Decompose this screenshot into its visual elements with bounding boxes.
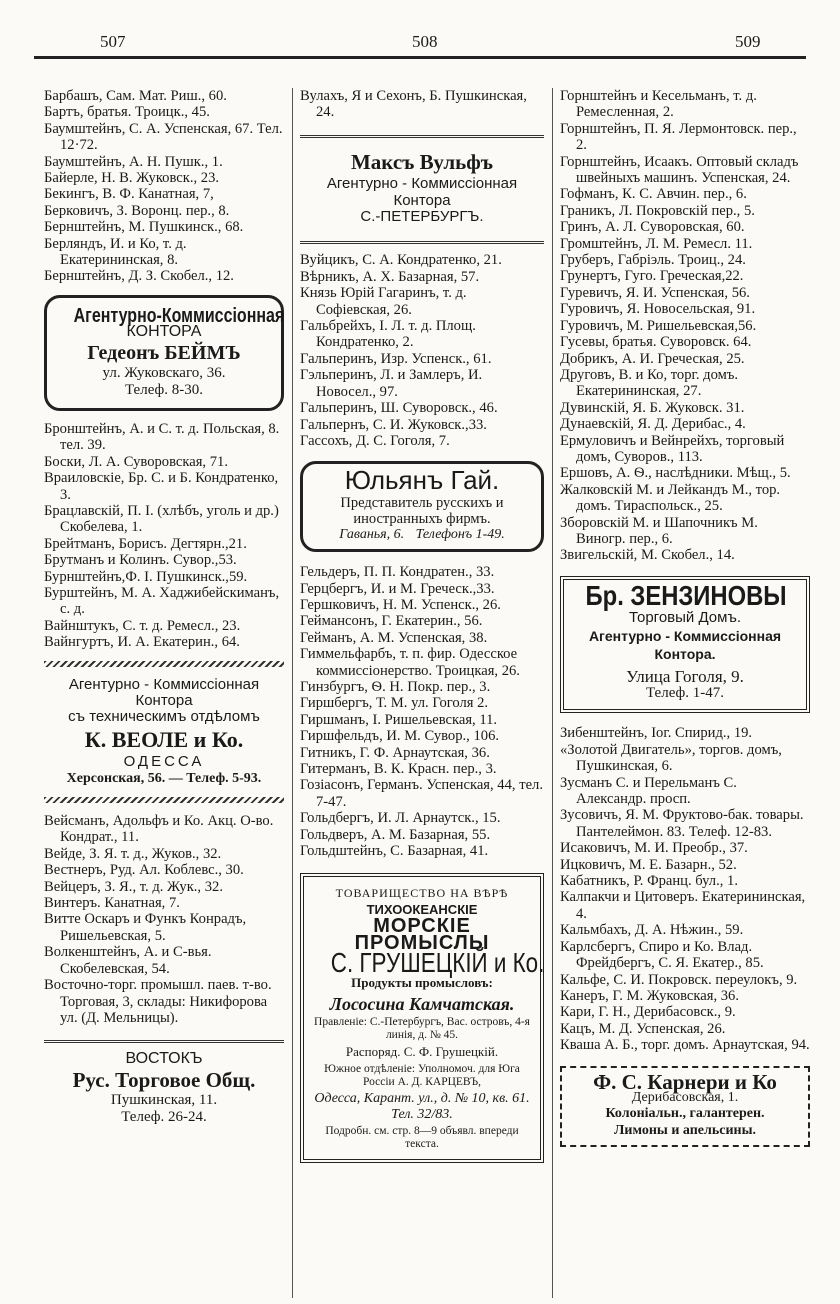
list-item: Бурштейнъ, М. А. Хаджибейскиманъ, с. д. (44, 584, 280, 618)
ad-note: Подробн. см. стр. 8—9 объявл. впереди текста. (325, 1124, 519, 1150)
header-rule (34, 56, 806, 59)
list-item: Вейцеръ, З. Я., т. д. Жук., 32. (44, 878, 223, 895)
list-item: Гальпернъ, С. И. Жуковск.,33. (300, 416, 487, 433)
advertisement-grushetsky (300, 873, 544, 1162)
list-item: Канеръ, Г. М. Жуковская, 36. (560, 987, 739, 1004)
entry-list (44, 813, 284, 1026)
page-number-left: 507 (100, 32, 126, 51)
ad-company-name: Рус. Торговое Общ. (72, 1067, 256, 1092)
list-item: Гринъ, А. Л. Суворовская, 60. (560, 219, 745, 236)
list-item: Вѣрникъ, А. Х. Базарная, 57. (300, 268, 480, 285)
list-item: Берковичъ, З. Воронц. пер., 8. (44, 202, 230, 219)
column-divider-2 (552, 88, 553, 1298)
list-item: Бартъ, братья. Троицк., 45. (44, 104, 210, 121)
list-item: Баумштейнъ, С. А. Успенская, 67. Тел. 12·72. (44, 120, 283, 154)
ad-phone: Телеф. 1-47. (645, 685, 725, 701)
entry-list (44, 88, 284, 285)
list-item: Исаковичъ, М. И. Преобр., 37. (560, 840, 748, 857)
ad-text: Колоніальн., галантерен. (605, 1106, 765, 1122)
advertisement-karneri (560, 1066, 810, 1148)
ad-text: съ техническимъ отдѣломъ (68, 708, 260, 726)
list-item: Витте Оскаръ и Функъ Конрадъ, Ришельевская, 5. (44, 911, 247, 944)
list-item: Горнштейнъ и Кесельманъ, т. д. Ремесленная, 2. (560, 88, 757, 121)
list-item: Князь Юрій Гагаринъ, т. д. Софіевская, 26. (300, 285, 467, 318)
entry-list (300, 252, 544, 449)
ad-address: Пушкинская, 11. (110, 1092, 218, 1109)
list-item: Гуревичъ, Я. И. Успенская, 56. (560, 284, 750, 301)
page-number-center: 508 (412, 32, 438, 51)
ad-heading: ТОВАРИЩЕСТВО НА ВѢРѢ (335, 886, 509, 901)
list-item: Кальфе, С. И. Покровск. переулокъ, 9. (560, 971, 798, 988)
list-item: Гиршбергъ, Т. М. ул. Гоголя 2. (300, 695, 489, 712)
list-item: Карлсбергъ, Спиро и Ко. Влад. Фрейдбергъ, С. Я. Екатер., 85. (560, 938, 764, 972)
ad-city: ОДЕССА (123, 753, 205, 771)
list-item: Берляндъ, И. и Ко, т. д. Екатерининская, 8. (44, 235, 187, 269)
list-item: Гольдштейнъ, С. Базарная, 41. (300, 843, 489, 860)
list-item: «Золотой Двигатель», торгов. домъ, Пушкинская, 6. (560, 741, 782, 775)
ad-separator (300, 241, 544, 244)
ad-company-name: Ф. С. Карнери и Ко (593, 1069, 777, 1094)
ad-address: Правленіе: С.-Петербургъ, Вас. островъ, 4-я линія, д. № 45. (314, 1016, 530, 1042)
ad-company-name: С. ГРУШЕЦКІЙ и Ко. (330, 947, 545, 979)
ornamental-divider (44, 797, 284, 803)
advertisement-veole (44, 677, 284, 787)
column-509 (560, 88, 810, 1159)
ad-text: Южное отдѣленіе: Уполномоч. для Юга Россіи А. Д. КАРЦЕВЪ, (324, 1062, 520, 1088)
list-item: Гольдверъ, А. М. Базарная, 55. (300, 826, 491, 843)
column-508 (300, 88, 544, 1177)
ad-address: Дерибасовская, 1. (631, 1089, 739, 1105)
list-item: Гальперинъ, Изр. Успенск., 61. (300, 350, 492, 367)
list-item: Гусевы, братья. Суворовск. 64. (560, 334, 752, 351)
ad-separator (44, 1040, 284, 1043)
ad-text: Распоряд. С. Ф. Грушецкій. (345, 1044, 499, 1060)
list-item: Враиловскіе, Бр. С. и Б. Кондратенко, 3. (44, 470, 279, 503)
list-item: Кари, Г. Н., Дерибасовск., 9. (560, 1004, 736, 1021)
ad-subheading: Торговый Домъ. (629, 609, 741, 627)
ad-heading: ВОСТОКЪ (125, 1050, 203, 1068)
column-divider-1 (292, 88, 293, 1298)
list-item: Громштейнъ, Л. М. Ремесл. 11. (560, 235, 753, 252)
list-item: Кабатникъ, Р. Франц. бул., 1. (560, 873, 738, 890)
ad-phone: Телеф. 26-24. (121, 1108, 207, 1125)
list-item: Баумштейнъ, А. Н. Пушк., 1. (44, 153, 223, 170)
ad-address: Херсонская, 56. — Телеф. 5-93. (66, 770, 262, 786)
ad-text: Продукты промысловъ: (351, 975, 493, 991)
list-item: Ермуловичъ и Вейнрейхъ, торговый домъ, Суворов., 113. (560, 432, 785, 465)
ad-company-name: К. ВЕОЛЕ и Ко. (84, 726, 244, 752)
ad-address: Гаванья, 6. (339, 526, 405, 542)
list-item: Вайнштукъ, С. т. д. Ремесл., 23. (44, 617, 241, 634)
column-507 (44, 88, 284, 1125)
list-item: Волкенштейнъ, А. и С-вья. Скобелевская, 54. (44, 944, 212, 977)
entry-list (300, 564, 544, 859)
list-item: Гиршфельдъ, И. М. Сувор., 106. (300, 728, 500, 745)
ad-address: ул. Жуковскаго, 36. (102, 365, 226, 382)
ad-subheading: Контора (393, 191, 451, 209)
list-item: Звигельскій, М. Скобел., 14. (560, 547, 735, 564)
advertisement-zenzinovy (560, 576, 810, 714)
list-item: Калпакчи и Цитоверъ. Екатерининская, 4. (560, 889, 806, 922)
list-item: Дувинскій, Я. Б. Жуковск. 31. (560, 399, 745, 416)
ad-subheading: КОНТОРА (126, 323, 202, 341)
ad-subheading: ТИХООКЕАНСКІЕ (366, 901, 478, 917)
ornamental-divider (44, 661, 284, 667)
list-item: Гиммельфарбъ, т. п. фир. Одесское коммиссіонерство. Троицкая, 26. (300, 646, 520, 679)
ad-separator (300, 135, 544, 138)
list-item: Добрикъ, А. И. Греческая, 25. (560, 350, 745, 367)
list-item: Граникъ, Л. Покровскій пер., 5. (560, 202, 755, 219)
list-item: Зибенштейнъ, Іог. Спирид., 19. (560, 725, 753, 742)
list-item: Геймансонъ, Г. Екатерин., 56. (300, 613, 483, 630)
ad-text: Лимоны и апельсины. (613, 1122, 757, 1138)
list-item: Ицковичъ, М. Е. Базарн., 52. (560, 856, 737, 873)
advertisement-vostok (44, 1051, 284, 1125)
list-item: Винтеръ. Канатная, 7. (44, 895, 180, 912)
list-item: Гальперинъ, Ш. Суворовск., 46. (300, 400, 498, 417)
list-item: Вуйцикъ, С. А. Кондратенко, 21. (300, 252, 502, 269)
list-item: Гальбрейхъ, І. Л. т. д. Площ. Кондратенко, 2. (300, 318, 476, 351)
list-item: Горнштейнъ, П. Я. Лермонтовск. пер., 2. (560, 120, 797, 154)
list-item: Кальмбахъ, Д. А. Нѣжин., 59. (560, 922, 744, 939)
list-item: Герцбергъ, И. и М. Греческ.,33. (300, 580, 495, 597)
ad-company-name: Гедеонъ БЕЙМЪ (87, 341, 241, 364)
list-item: Кацъ, М. Д. Успенская, 26. (560, 1020, 726, 1037)
ad-phone: Телеф. 8-30. (124, 381, 204, 398)
list-item: Кваша А. Б., торг. домъ. Арнаутская, 94. (560, 1037, 810, 1054)
list-item: Барбашъ, Сам. Мат. Риш., 60. (44, 88, 227, 104)
ad-phone: Телефонъ 1-49. (415, 526, 505, 542)
list-item: Бернштейнъ, Д. З. Скобел., 12. (44, 268, 234, 285)
ad-company-name: Юльянъ Гай. (344, 465, 500, 496)
ad-company-name: Максъ Вульфъ (350, 149, 494, 174)
ad-heading: Агентурно - Коммиссіонная (68, 675, 260, 693)
advertisement-gai (300, 461, 544, 552)
advertisement-wulf (300, 146, 544, 234)
list-item: Гершковичъ, Н. М. Успенск., 26. (300, 596, 501, 613)
ad-city: С.-ПЕТЕРБУРГЪ. (360, 208, 484, 226)
ad-company-name: Бр. ЗЕНЗИНОВЫ (585, 579, 787, 611)
list-item: Байерле, Н. В. Жуковск., 23. (44, 170, 220, 187)
entry-list (44, 421, 284, 651)
list-item: Брейтманъ, Борисъ. Дегтярн.,21. (44, 535, 247, 552)
list-item: Вейсманъ, Адольфъ и Ко. Акц. О-во. Кондрат., 11. (44, 813, 274, 846)
list-item: Бурнштейнъ,Ф. І. Пушкинск.,59. (44, 568, 248, 585)
list-item: Гуровичъ, М. Ришельевская,56. (560, 317, 757, 334)
ad-product: Лососина Камчатская. (329, 993, 515, 1014)
list-item: Гельдеръ, П. П. Кондратен., 33. (300, 564, 495, 581)
list-item: Гитерманъ, В. К. Красн. пер., 3. (300, 761, 497, 777)
ad-heading: Агентурно - Коммиссіонная (326, 175, 518, 193)
list-item: Зусовичъ, Я. М. Фруктово-бак. товары. Пантелеймон. 83. Телеф. 12-83. (560, 807, 804, 840)
list-item: Гозіасонъ, Германъ. Успенская, 44, тел. 7-47. (300, 777, 543, 810)
list-item: Дунаевскій, Я. Д. Дерибас., 4. (560, 416, 746, 433)
ad-address-line (307, 527, 537, 543)
list-item: Зборовскій М. и Шапочникъ М. Виногр. пер., 6. (560, 514, 758, 547)
ad-title: МОРСКІЕ ПРОМЫСЛЫ (354, 915, 490, 954)
list-item: Грунертъ, Гуго. Греческая,22. (560, 268, 744, 285)
entry-list (560, 725, 810, 1053)
list-item: Гейманъ, А. М. Успенская, 38. (300, 629, 488, 646)
ad-address: Одесса, Карант. ул., д. № 10, кв. 61. Тел. 32/83. (314, 1090, 530, 1122)
ad-text: Агентурно - Коммиссіонная Контора. (588, 627, 782, 662)
list-item: Гиршманъ, І. Ришельевская, 11. (300, 711, 498, 728)
list-item: Зусманъ С. и Перельманъ С. Александр. просп. (560, 774, 737, 808)
list-item: Жалковскій М. и Лейкандъ М., тор. домъ. Тираспольск., 25. (560, 481, 781, 515)
list-item: Груберъ, Габріэль. Троиц., 24. (560, 252, 746, 269)
list-item: Бронштейнъ, А. и С. т. д. Польская, 8. тел. 39. (44, 420, 280, 454)
list-item: Вулахъ, Я и Сехонъ, Б. Пушкинская, 24. (300, 88, 527, 121)
list-item: Гольдбергъ, И. Л. Арнаутск., 15. (300, 810, 501, 827)
list-item: Восточно-торг. промышл. паев. т-во. Торговая, 3, склады: Никифорова ул. (Д. Мельницы). (44, 977, 272, 1026)
ad-address: Улица Гоголя, 9. (626, 666, 744, 686)
list-item: Друговъ, В. и Ко, торг. домъ. Екатерининская, 27. (560, 366, 739, 400)
list-item: Гассохъ, Д. С. Гоголя, 7. (300, 432, 450, 449)
list-item: Гэльперинъ, Л. и Замлеръ, И. Новосел., 97. (300, 367, 483, 400)
list-item: Вайнгуртъ, И. А. Екатерин., 64. (44, 634, 240, 651)
ad-subheading: Контора (135, 692, 193, 709)
list-item: Гофманъ, К. С. Авчин. пер., 6. (560, 186, 747, 203)
list-item: Брутманъ и Колинъ. Сувор.,53. (44, 552, 237, 569)
list-item: Брацлавскій, П. І. (хлѣбъ, уголь и др.) Скобелева, 1. (44, 502, 279, 536)
list-item: Горнштейнъ, Исаакъ. Оптовый складъ швейныхъ машинъ. Успенская, 24. (560, 153, 799, 187)
ad-text: Представитель русскихъ и иностранныхъ фирмъ. (340, 494, 504, 527)
list-item: Боски, Л. А. Суворовская, 71. (44, 453, 228, 470)
list-item: Вестнеръ, Руд. Ал. Коблевс., 30. (44, 862, 244, 879)
page-number-right: 509 (735, 32, 761, 51)
list-item: Бернштейнъ, М. Пушкинск., 68. (44, 219, 244, 236)
ad-heading: Агентурно-Коммиссіонная (73, 304, 285, 327)
entry-list (300, 88, 544, 121)
list-item: Вейде, З. Я. т. д., Жуков., 32. (44, 845, 222, 862)
list-item: Ершовъ, А. Ѳ., наслѣдники. Мѣщ., 5. (560, 465, 791, 482)
list-item: Гуровичъ, Я. Новосельская, 91. (560, 301, 756, 318)
entry-list (560, 88, 810, 564)
list-item: Гинзбургъ, Ѳ. Н. Покр. пер., 3. (300, 678, 491, 695)
list-item: Бекингъ, В. Ф. Канатная, 7, (44, 186, 214, 203)
advertisement-beim (44, 295, 284, 411)
list-item: Гитникъ, Г. Ф. Арнаутская, 36. (300, 744, 490, 761)
